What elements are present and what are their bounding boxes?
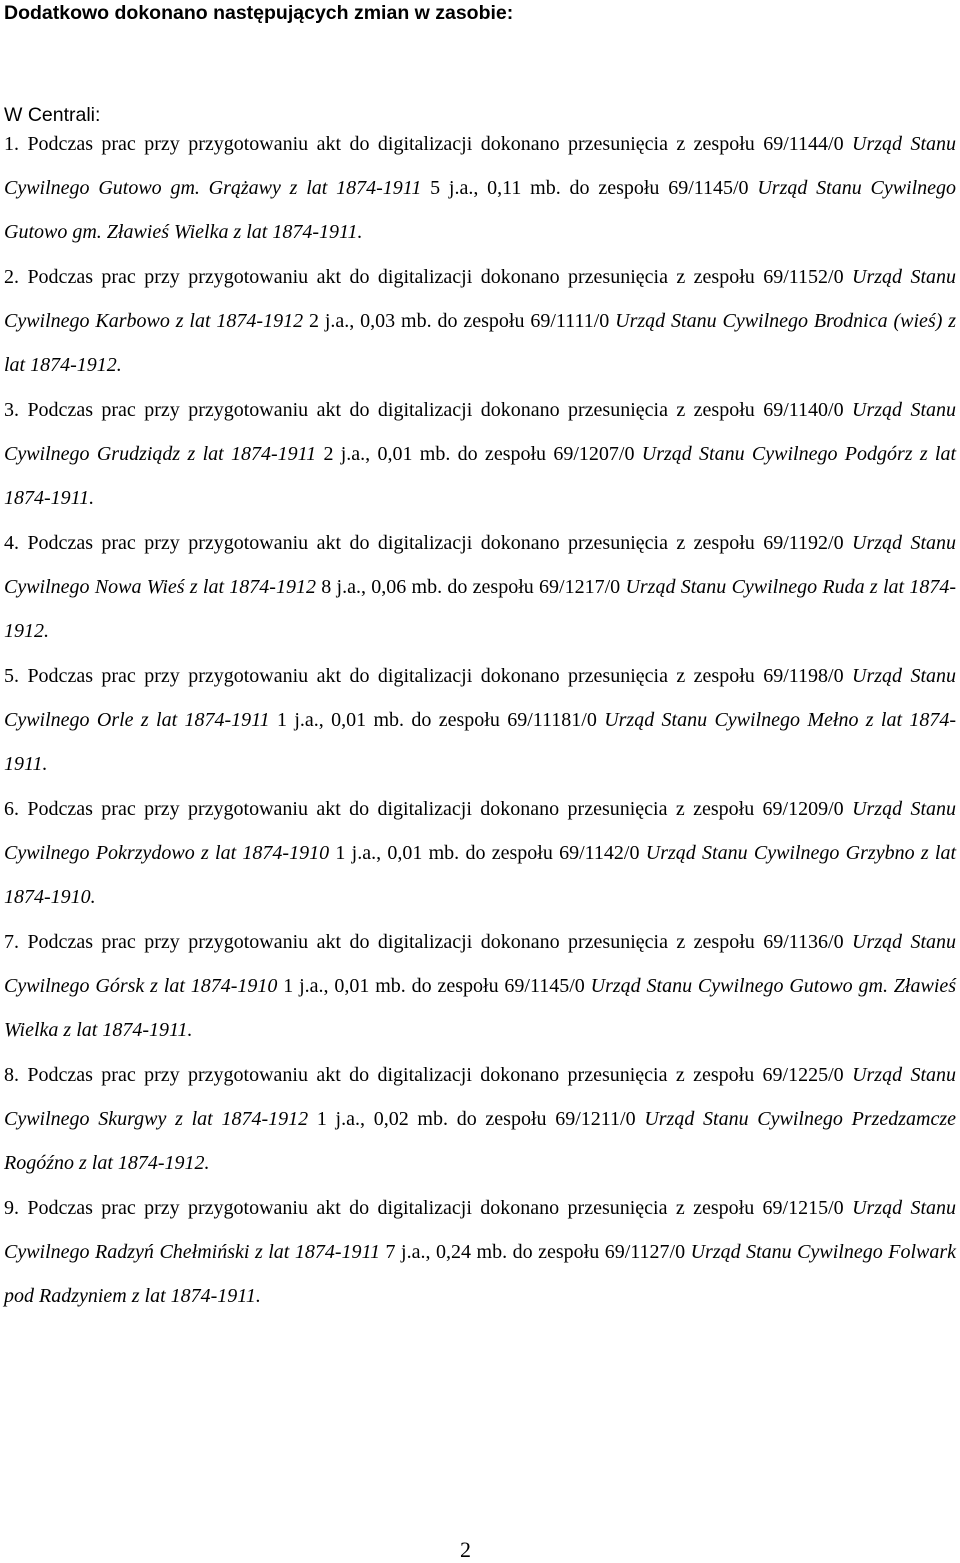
item-source: Urząd Stanu Cywilnego Skurgwy z lat 1874-1912 — [4, 1064, 957, 1130]
item-source: Urząd Stanu Cywilnego Orle z lat 1874-1911 — [4, 665, 957, 731]
item-text: Podczas prac przy przygotowaniu akt do digitalizacji dokonano przesunięcia z zespołu 69/1136/0 — [27, 931, 844, 953]
item-text: Podczas prac przy przygotowaniu akt do digitalizacji dokonano przesunięcia z zespołu 69/1140/0 — [27, 399, 844, 421]
item-number: 2. — [4, 266, 19, 288]
item-target: Urząd Stanu Cywilnego Gutowo gm. Zławieś Wielka z lat 1874-1911. — [4, 975, 957, 1041]
item-number: 6. — [4, 798, 19, 820]
item-text: Podczas prac przy przygotowaniu akt do digitalizacji dokonano przesunięcia z zespołu 69/1209/0 — [27, 798, 844, 820]
item-source: Urząd Stanu Cywilnego Gutowo gm. Grążawy z lat 1874-1911 — [4, 133, 957, 199]
item-text: Podczas prac przy przygotowaniu akt do digitalizacji dokonano przesunięcia z zespołu 69/1198/0 — [27, 665, 844, 687]
item-text: Podczas prac przy przygotowaniu akt do digitalizacji dokonano przesunięcia z zespołu 69/1152/0 — [27, 266, 844, 288]
item-amount: 5 j.a., 0,11 mb. — [430, 177, 561, 199]
item-text: Podczas prac przy przygotowaniu akt do digitalizacji dokonano przesunięcia z zespołu 69/1225/0 — [27, 1064, 844, 1086]
item-text: Podczas prac przy przygotowaniu akt do digitalizacji dokonano przesunięcia z zespołu 69/1144/0 — [27, 133, 844, 155]
change-list — [4, 122, 956, 1319]
item-target: Urząd Stanu Cywilnego Podgórz z lat 1874-1911. — [4, 443, 957, 509]
item-to-label: do zespołu 69/1111/0 — [437, 310, 610, 332]
item-number: 4. — [4, 532, 19, 554]
change-item-6 — [4, 787, 956, 919]
item-target: Urząd Stanu Cywilnego Brodnica (wieś) z lat 1874-1912. — [4, 310, 957, 376]
item-to-label: do zespołu 69/1142/0 — [465, 842, 640, 864]
page-number: 2 — [460, 1537, 471, 1562]
item-amount: 2 j.a., 0,01 mb. — [323, 443, 451, 465]
item-to-label: do zespołu 69/1217/0 — [447, 576, 621, 598]
item-number: 1. — [4, 133, 19, 155]
item-amount: 1 j.a., 0,01 mb. — [283, 975, 406, 997]
item-target: Urząd Stanu Cywilnego Przedzamcze Rogóźno z lat 1874-1912. — [4, 1108, 956, 1174]
change-item-4 — [4, 521, 956, 653]
item-to-label: do zespołu 69/1145/0 — [569, 177, 749, 199]
item-target: Urząd Stanu Cywilnego Mełno z lat 1874-1911. — [4, 709, 957, 775]
item-to-label: do zespołu 69/1145/0 — [411, 975, 585, 997]
document-page — [4, 0, 957, 1307]
item-number: 5. — [4, 665, 19, 687]
item-number: 7. — [4, 931, 19, 953]
section-title: W Centrali: — [4, 104, 101, 126]
change-item-1 — [4, 122, 956, 254]
change-item-2 — [4, 255, 956, 387]
item-to-label: do zespołu 69/1127/0 — [512, 1241, 686, 1263]
item-source: Urząd Stanu Cywilnego Pokrzydowo z lat 1874-1910 — [4, 798, 957, 864]
item-amount: 2 j.a., 0,03 mb. — [308, 310, 432, 332]
item-to-label: do zespołu 69/1211/0 — [456, 1108, 636, 1130]
item-target: Urząd Stanu Cywilnego Gutowo gm. Zławieś Wielka z lat 1874-1911. — [4, 177, 957, 243]
item-number: 8. — [4, 1064, 19, 1086]
item-source: Urząd Stanu Cywilnego Górsk z lat 1874-1910 — [4, 931, 957, 997]
item-number: 9. — [4, 1197, 19, 1219]
item-amount: 1 j.a., 0,01 mb. — [335, 842, 460, 864]
item-source: Urząd Stanu Cywilnego Nowa Wieś z lat 1874-1912 — [4, 532, 957, 598]
change-item-9 — [4, 1186, 956, 1318]
change-item-3 — [4, 388, 956, 520]
item-number: 3. — [4, 399, 19, 421]
item-target: Urząd Stanu Cywilnego Folwark pod Radzyniem z lat 1874-1911. — [4, 1241, 957, 1307]
item-to-label: do zespołu 69/1207/0 — [457, 443, 635, 465]
item-amount: 1 j.a., 0,02 mb. — [316, 1108, 448, 1130]
item-amount: 8 j.a., 0,06 mb. — [321, 576, 443, 598]
item-target: Urząd Stanu Cywilnego Ruda z lat 1874-1912. — [4, 576, 957, 642]
item-source: Urząd Stanu Cywilnego Radzyń Chełmiński z lat 1874-1911 — [4, 1197, 957, 1263]
item-amount: 1 j.a., 0,01 mb. — [277, 709, 405, 731]
change-item-7 — [4, 920, 956, 1052]
item-to-label: do zespołu 69/11181/0 — [411, 709, 597, 731]
change-item-8 — [4, 1053, 956, 1185]
item-source: Urząd Stanu Cywilnego Karbowo z lat 1874-1912 — [4, 266, 957, 332]
item-source: Urząd Stanu Cywilnego Grudziądz z lat 1874-1911 — [4, 399, 957, 465]
document-heading: Dodatkowo dokonano następujących zmian w zasobie: — [4, 2, 514, 24]
item-amount: 7 j.a., 0,24 mb. — [385, 1241, 508, 1263]
item-text: Podczas prac przy przygotowaniu akt do digitalizacji dokonano przesunięcia z zespołu 69/1215/0 — [27, 1197, 844, 1219]
item-text: Podczas prac przy przygotowaniu akt do digitalizacji dokonano przesunięcia z zespołu 69/1192/0 — [27, 532, 844, 554]
change-item-5 — [4, 654, 956, 786]
item-target: Urząd Stanu Cywilnego Grzybno z lat 1874-1910. — [4, 842, 957, 908]
